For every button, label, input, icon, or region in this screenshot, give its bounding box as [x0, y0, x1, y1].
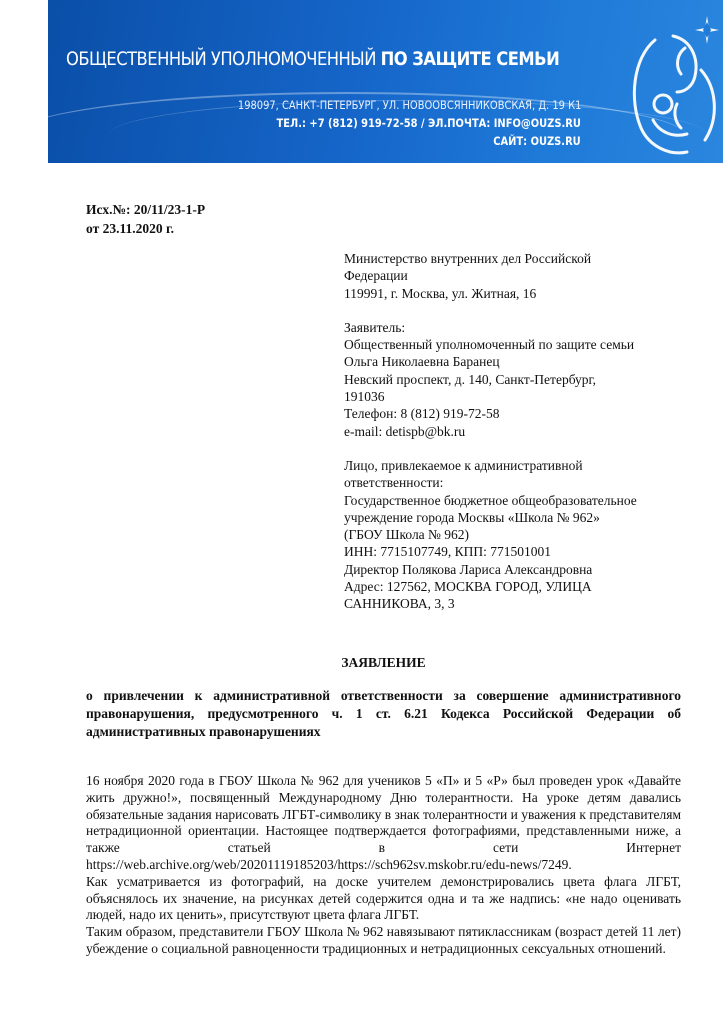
reference-date: от 23.11.2020 г. — [86, 221, 174, 236]
body-paragraph: 16 ноября 2020 года в ГБОУ Школа № 962 для учеников 5 «П» и 5 «Р» был проведен урок «Давайте жить дружно!», посвященный Международному Дню толерантности. На уроке детям давались обязательные задания нарисовать ЛГБТ-символику в знак толерантности и уважения к представителям нетрадиционной ориентации. Настоящее подтверждается фотографиями, представленными ниже, а также статьей в сети Интернет https://web.archive.org/web/20201119185203/https://sch962sv.mskobr.ru/edu-news/7249. — [86, 773, 681, 872]
respondent-line: Адрес: 127562, МОСКВА ГОРОД, УЛИЦА — [344, 579, 592, 595]
respondent-block — [344, 457, 674, 613]
respondent-line: САННИКОВА, 3, 3 — [344, 596, 455, 612]
respondent-line: ответственности: — [344, 475, 444, 491]
letterhead-title-bold: ПО ЗАЩИТЕ СЕМЬИ — [380, 48, 560, 70]
letterhead-title — [66, 48, 559, 70]
applicant-block — [344, 319, 674, 440]
addressee-block — [344, 250, 674, 613]
recipient-block — [344, 250, 674, 302]
respondent-line: (ГБОУ Школа № 962) — [344, 527, 470, 543]
applicant-line: Заявитель: — [344, 319, 406, 335]
respondent-line: Государственное бюджетное общеобразовательное — [344, 492, 637, 508]
respondent-line: Директор Полякова Лариса Александровна — [344, 561, 593, 577]
applicant-line: 191036 — [344, 389, 385, 405]
respondent-line: ИНН: 7715107749, КПП: 771501001 — [344, 544, 552, 560]
outgoing-reference — [86, 200, 205, 238]
recipient-line: Федерации — [344, 268, 408, 284]
reference-number: Исх.№: 20/11/23-1-Р — [86, 202, 206, 217]
letterhead-title-regular: ОБЩЕСТВЕННЫЙ УПОЛНОМОЧЕННЫЙ — [66, 48, 381, 70]
applicant-line: Телефон: 8 (812) 919-72-58 — [344, 406, 500, 422]
recipient-line: Министерство внутренних дел Российской — [344, 251, 592, 266]
document-body — [86, 773, 681, 958]
applicant-line: Невский проспект, д. 140, Санкт-Петербург, — [344, 371, 596, 387]
body-paragraph: Как усматривается из фотографий, на доске учителем демонстрировались цвета флага ЛГБТ, объяснялось их значение, на рисунках детей содержится одна и та же надпись: «не надо оценивать людей, надо их ценить», присутствуют цвета флага ЛГБТ. — [86, 873, 681, 923]
letterhead-contacts: ТЕЛ.: +7 (812) 919-72-58 / ЭЛ.ПОЧТА: INFO@OUZS.RU — [276, 116, 581, 130]
applicant-line: e-mail: detispb@bk.ru — [344, 423, 466, 439]
respondent-line: учреждение города Москвы «Школа № 962» — [344, 509, 600, 525]
applicant-line: Ольга Николаевна Баранец — [344, 354, 500, 370]
respondent-line: Лицо, привлекаемое к административной — [344, 457, 583, 473]
letterhead-banner — [48, 0, 723, 163]
family-emblem-icon — [615, 0, 723, 163]
document-heading: ЗАЯВЛЕНИЕ — [341, 655, 426, 670]
recipient-line: 119991, г. Москва, ул. Житная, 16 — [344, 285, 537, 301]
body-paragraph: Таким образом, представители ГБОУ Школа № 962 навязывают пятиклассникам (возраст детей 11 лет) убеждение о социальной равноценности традиционных и нетрадиционных сексуальных отношений. — [86, 924, 681, 956]
letterhead-address: 198097, САНКТ-ПЕТЕРБУРГ, УЛ. НОВООВСЯННИКОВСКАЯ, Д. 19 К1 — [237, 98, 581, 112]
letterhead-site: САЙТ: OUZS.RU — [493, 134, 581, 148]
applicant-line: Общественный уполномоченный по защите семьи — [344, 337, 635, 353]
document-subheading: о привлечении к административной ответственности за совершение административного правонарушения, предусмотренного ч. 1 ст. 6.21 Кодекса Российской Федерации об административных правонарушениях — [86, 688, 681, 739]
